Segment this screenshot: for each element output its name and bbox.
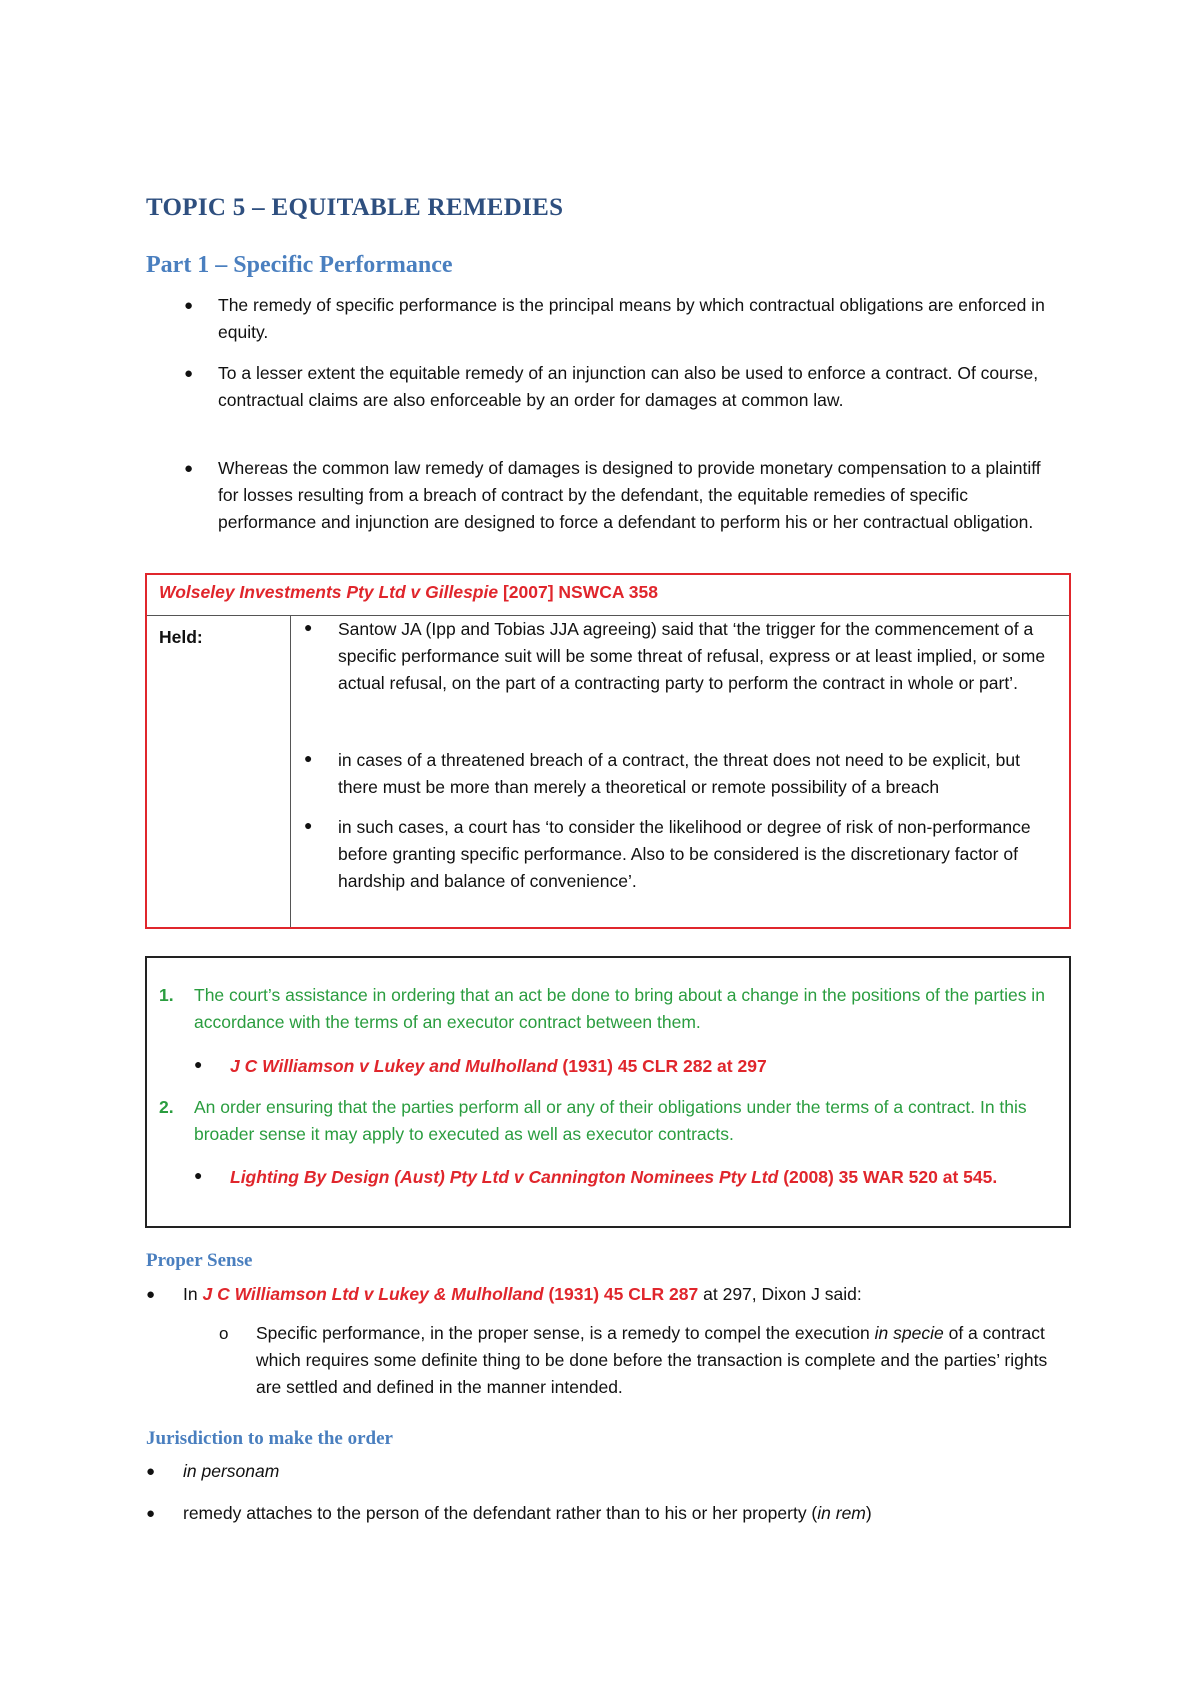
bullet-marker: ●	[184, 365, 194, 382]
part1-bullet-1: The remedy of specific performance is the principal means by which contractual obligations are enforced in equity.	[218, 295, 1045, 342]
item-number: 1.	[159, 985, 174, 1005]
held-label: Held:	[159, 627, 203, 647]
bullet-text: )	[865, 1503, 872, 1523]
held-point-1: Santow JA (Ipp and Tobias JJA agreeing) said that ‘the trigger for the commencement of a specific performance suit will be some threat of refusal, express or at least implied, or some actual refusal, on the part of a contracting party to perform the contract in whole or part’.	[338, 619, 1046, 693]
held-point-3: in such cases, a court has ‘to consider the likelihood or degree of risk of non-performance before granting specific performance. Also to be considered is the discretionary factor of hardship and balance of convenience’.	[338, 817, 1031, 891]
bullet-text: remedy attaches to the person of the defendant rather than to his or her property (	[183, 1503, 818, 1523]
case-name: J C Williamson Ltd v Lukey & Mulholland	[202, 1284, 544, 1304]
quote-text: Specific performance, in the proper sense, is a remedy to compel the execution	[256, 1323, 875, 1343]
case-citation-ref: (1931) 45 CLR 282 at 297	[557, 1056, 767, 1076]
sense-2-text: An order ensuring that the parties perform all or any of their obligations under the terms of a contract. In this broader sense it may apply to executed as well as executor contracts.	[194, 1097, 1027, 1144]
bullet-italic: in rem	[817, 1503, 866, 1523]
bullet-marker: ●	[304, 750, 313, 766]
bullet-marker: ●	[194, 1056, 203, 1072]
quote-italic: in specie	[874, 1323, 944, 1343]
page-title: TOPIC 5 – EQUITABLE REMEDIES	[146, 194, 564, 221]
bullet-marker: ●	[184, 297, 194, 314]
bullet-marker: ●	[146, 1463, 156, 1480]
case-citation-ref: (2008) 35 WAR 520 at 545.	[778, 1167, 998, 1187]
sub-bullet-marker: o	[219, 1324, 229, 1343]
bullet-marker: ●	[184, 460, 194, 477]
case-citation	[159, 582, 658, 603]
senses-box	[145, 956, 1071, 1228]
part1-bullet-2: To a lesser extent the equitable remedy of an injunction can also be used to enforce a contract. Of course, contractual claims are also enforceable by an order for damages at common law.	[218, 363, 1039, 410]
quote-text: of a contract which requires some definite thing to be done before the transaction is complete and the parties’ rights are settled and defined in the manner intended.	[256, 1323, 1048, 1397]
jurisdiction-heading: Jurisdiction to make the order	[146, 1428, 393, 1449]
intro-suffix: at 297, Dixon J said:	[698, 1284, 862, 1304]
bullet-marker: ●	[146, 1505, 156, 1522]
part1-heading: Part 1 – Specific Performance	[146, 252, 453, 278]
intro-prefix: In	[183, 1284, 203, 1304]
proper-sense-heading: Proper Sense	[146, 1250, 253, 1271]
jurisdiction-bullet-1: in personam	[183, 1461, 280, 1481]
bullet-marker: ●	[304, 619, 313, 635]
case-citation-ref: (1931) 45 CLR 287	[543, 1284, 699, 1304]
bullet-marker: ●	[194, 1167, 203, 1183]
proper-sense-intro	[183, 1281, 1043, 1308]
case-name: Wolseley Investments Pty Ltd v Gillespie	[159, 582, 499, 602]
case-name: J C Williamson v Lukey and Mulholland	[230, 1056, 558, 1076]
held-point-2: in cases of a threatened breach of a contract, the threat does not need to be explicit, but there must be more than merely a theoretical or remote possibility of a breach	[338, 750, 1020, 797]
bullet-marker: ●	[304, 817, 313, 833]
column-divider	[290, 615, 291, 927]
jurisdiction-bullet-2	[183, 1500, 1063, 1527]
case-box	[145, 573, 1071, 929]
sense-2-case	[230, 1164, 1050, 1191]
case-name: Lighting By Design (Aust) Pty Ltd v Cannington Nominees Pty Ltd	[230, 1167, 779, 1187]
case-box-header	[147, 575, 1069, 616]
dixon-quote	[256, 1320, 1056, 1401]
part1-bullet-3: Whereas the common law remedy of damages is designed to provide monetary compensation to a plaintiff for losses resulting from a breach of contract by the defendant, the equitable remedies of specific performance and injunction are designed to force a defendant to perform his or her contractual obligation.	[218, 458, 1041, 532]
case-citation-ref: [2007] NSWCA 358	[498, 582, 658, 602]
item-number: 2.	[159, 1097, 174, 1117]
sense-1-text: The court’s assistance in ordering that an act be done to bring about a change in the positions of the parties in accordance with the terms of an executor contract between them.	[194, 985, 1045, 1032]
sense-1-case	[230, 1053, 1050, 1080]
bullet-marker: ●	[146, 1286, 156, 1303]
